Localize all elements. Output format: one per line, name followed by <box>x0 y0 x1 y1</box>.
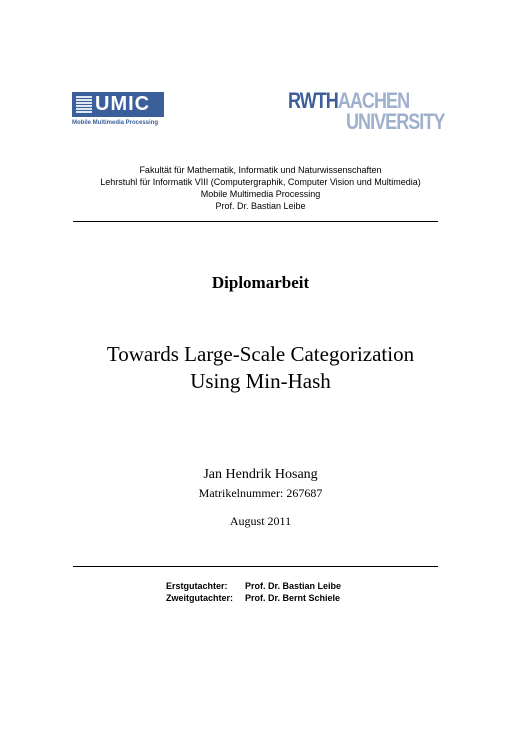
umic-logo-box <box>72 92 164 117</box>
submission-date: August 2011 <box>229 514 292 528</box>
umic-logo-subtitle: Mobile Multimedia Processing <box>72 120 159 126</box>
rwth-logo-line2 <box>346 109 445 134</box>
rwth-aachen-logo <box>288 88 445 134</box>
examiner-row <box>166 580 341 592</box>
thesis-title <box>0 341 521 395</box>
group-line: Mobile Multimedia Processing <box>200 189 321 199</box>
umic-logo <box>72 92 164 132</box>
umic-logo-text: UMIC <box>95 93 151 115</box>
examiner-role: Zweitgutachter: <box>166 593 234 603</box>
institution-block <box>0 164 521 212</box>
matriculation-number: Matrikelnummer: 267687 <box>198 486 323 500</box>
faculty-line: Fakultät für Mathematik, Informatik und Naturwissenschaften <box>139 165 382 175</box>
rwth-logo-strong: RWTH <box>288 88 338 113</box>
thesis-title-line1: Towards Large-Scale Categorization <box>106 342 415 366</box>
thesis-type: Diplomarbeit <box>211 273 310 292</box>
examiners-block <box>166 580 341 604</box>
examiner-name: Prof. Dr. Bernt Schiele <box>245 593 341 603</box>
rwth-logo-line1 <box>288 88 410 113</box>
examiner-name: Prof. Dr. Bastian Leibe <box>245 581 342 591</box>
author-name: Jan Hendrik Hosang <box>203 467 318 482</box>
thesis-title-line2: Using Min-Hash <box>190 369 331 393</box>
top-divider <box>73 221 438 222</box>
examiner-role: Erstgutachter: <box>166 581 228 591</box>
examiner-row <box>166 592 341 604</box>
bottom-divider <box>73 566 438 567</box>
rwth-logo-light: AACHEN <box>337 88 410 113</box>
umic-stripes-icon <box>76 96 92 113</box>
chair-line: Lehrstuhl für Informatik VIII (Computergraphik, Computer Vision und Multimedia) <box>100 177 421 187</box>
rwth-logo-university: UNIVERSITY <box>346 109 445 134</box>
professor-line: Prof. Dr. Bastian Leibe <box>215 201 306 211</box>
